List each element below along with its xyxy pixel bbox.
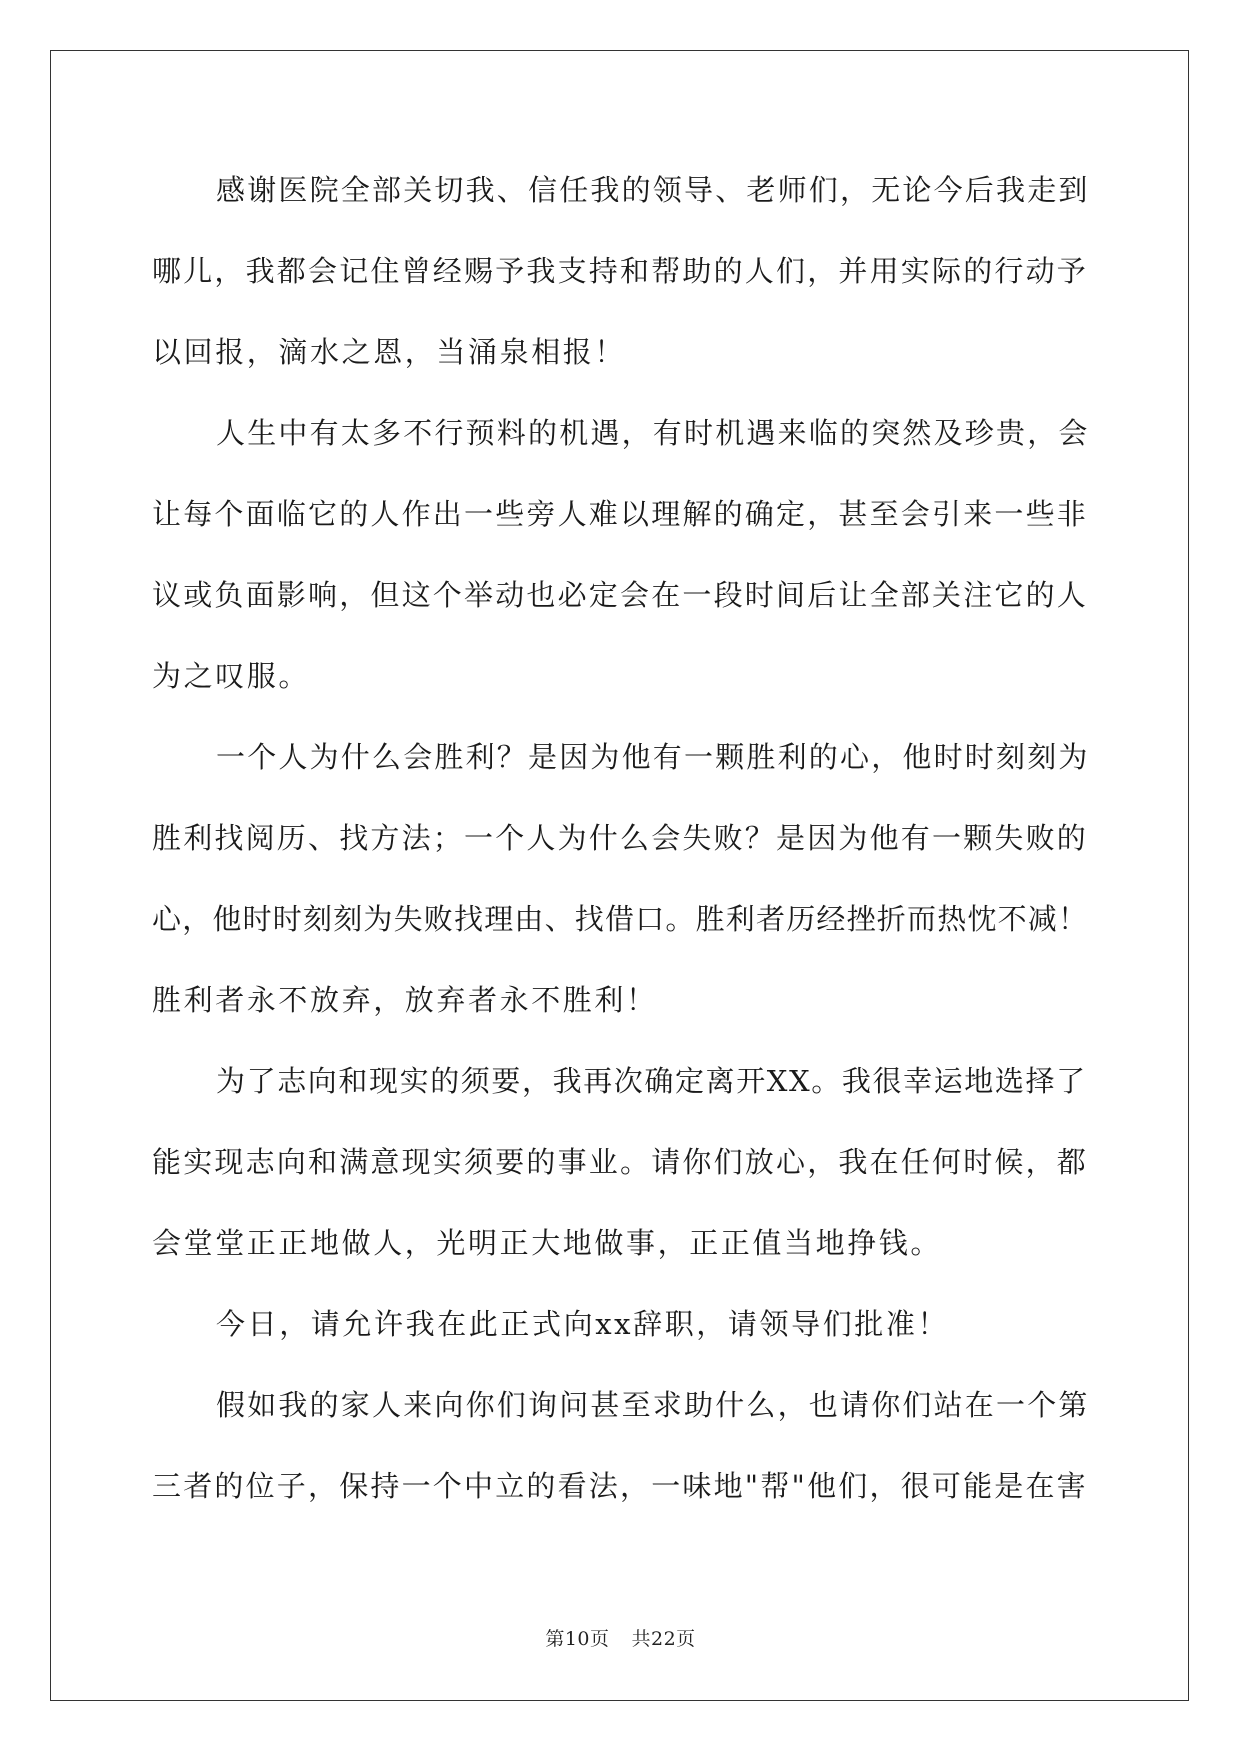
paragraph-4 xyxy=(152,1041,1090,1284)
page-total: 共22页 xyxy=(631,1628,696,1650)
paragraph-1 xyxy=(152,150,1090,393)
text-line: 会堂堂正正地做人，光明正大地做事，正正值当地挣钱。 xyxy=(152,1226,943,1260)
paragraph-6 xyxy=(152,1365,1090,1527)
text-line: 议或负面影响，但这个举动也必定会在一段时间后让全部关注它的人 xyxy=(152,578,1089,612)
text-line: 让每个面临它的人作出一些旁人难以理解的确定，甚至会引来一些非 xyxy=(152,497,1089,531)
document-body xyxy=(152,150,1090,1527)
text-line: 三者的位子，保持一个中立的看法，一味地"帮"他们，很可能是在害 xyxy=(152,1469,1088,1503)
text-line: 以回报，滴水之恩，当涌泉相报！ xyxy=(152,335,627,369)
text-line: 能实现志向和满意现实须要的事业。请你们放心，我在任何时候，都 xyxy=(152,1145,1089,1179)
text-line: 感谢医院全部关切我、信任我的领导、老师们，无论今后我走到 xyxy=(216,173,1090,207)
text-line: 假如我的家人来向你们询问甚至求助什么，也请你们站在一个第 xyxy=(216,1388,1090,1422)
page-footer xyxy=(0,1624,1241,1651)
text-line: 胜利找阅历、找方法；一个人为什么会失败？是因为他有一颗失败的 xyxy=(152,821,1089,855)
text-line: 今日，请允许我在此正式向xx辞职，请领导们批准！ xyxy=(216,1307,950,1341)
text-line: 为之叹服。 xyxy=(152,659,311,693)
text-line: 哪儿，我都会记住曾经赐予我支持和帮助的人们，并用实际的行动予 xyxy=(152,254,1089,288)
text-line: 为了志向和现实的须要，我再次确定离开XX。我很幸运地选择了 xyxy=(216,1064,1087,1098)
text-line: 人生中有太多不行预料的机遇，有时机遇来临的突然及珍贵，会 xyxy=(216,416,1090,450)
text-line: 一个人为什么会胜利？是因为他有一颗胜利的心，他时时刻刻为 xyxy=(216,740,1090,774)
text-line: 心，他时时刻刻为失败找理由、找借口。胜利者历经挫折而热忱不减！ xyxy=(152,902,1089,936)
paragraph-5 xyxy=(152,1284,1090,1365)
paragraph-2 xyxy=(152,393,1090,717)
page-number: 第10页 xyxy=(545,1628,610,1650)
text-line: 胜利者永不放弃，放弃者永不胜利！ xyxy=(152,983,658,1017)
paragraph-3 xyxy=(152,717,1090,1041)
